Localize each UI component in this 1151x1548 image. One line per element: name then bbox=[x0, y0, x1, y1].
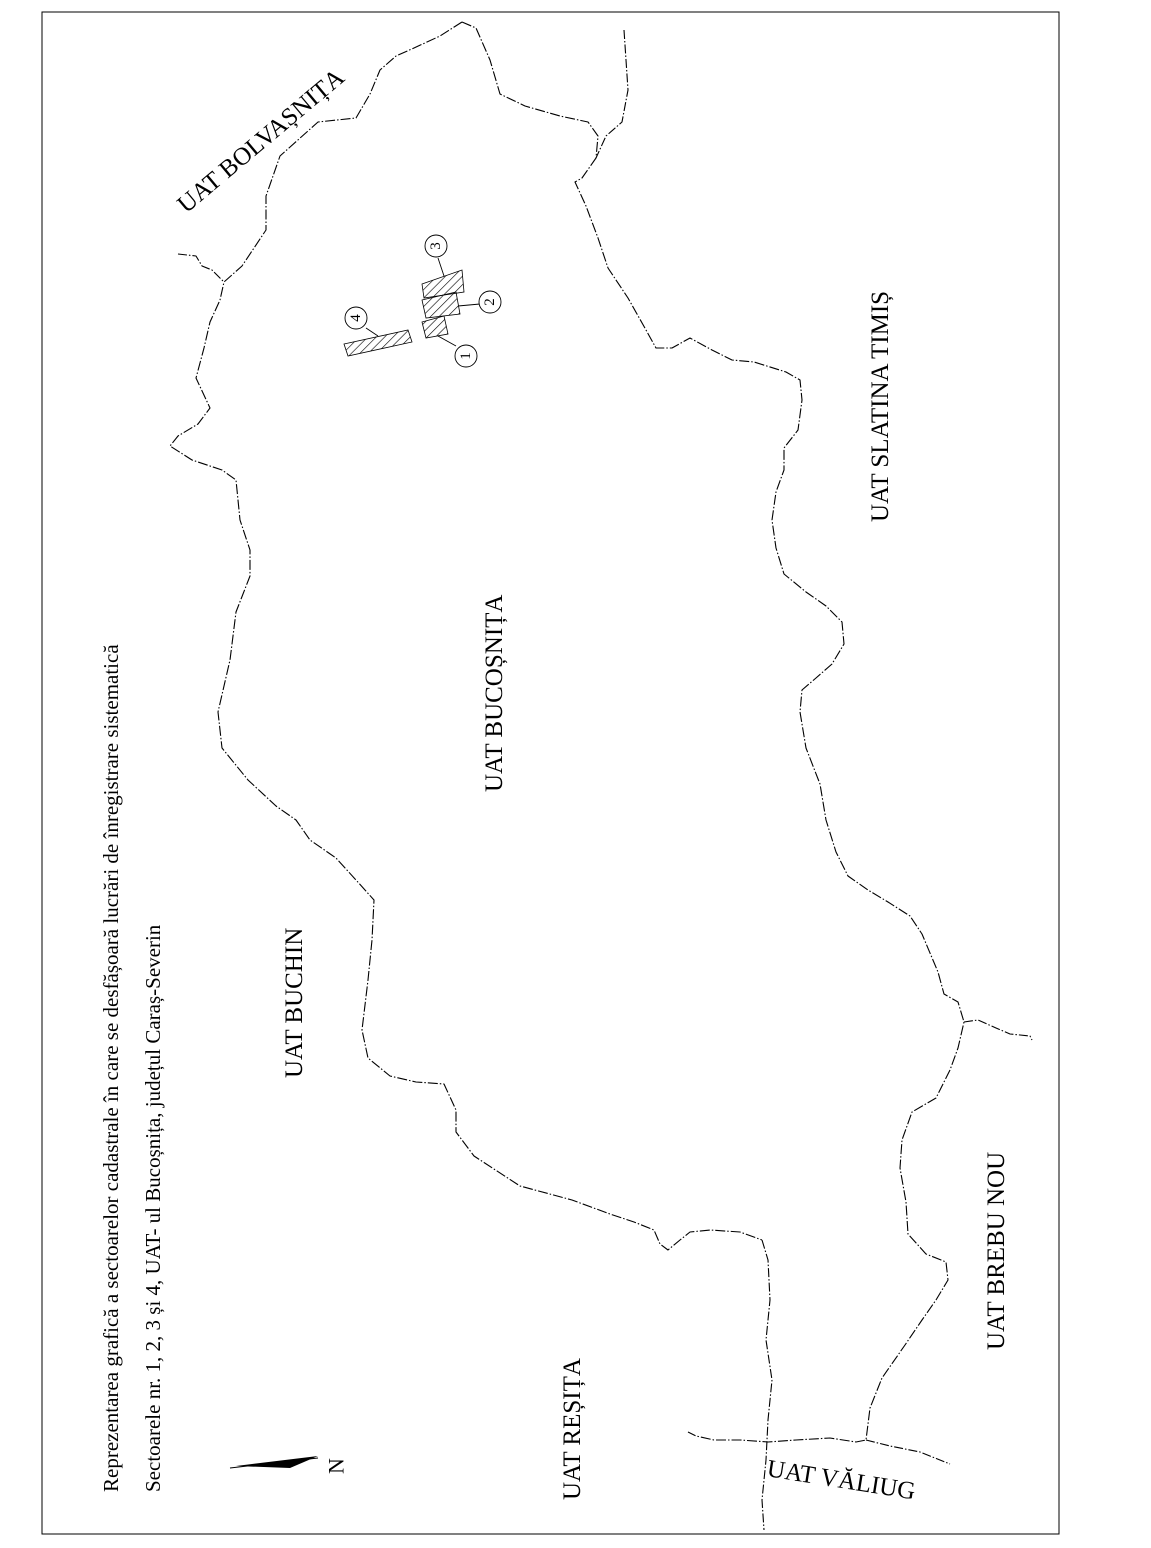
sector-marker-3 bbox=[425, 235, 447, 257]
boundary-resita-valiug bbox=[762, 1240, 772, 1530]
map-title-line-1: Reprezentarea grafică a sectoarelor cadastrale în care se desfășoară lucrări de înregistrare sistematică bbox=[99, 644, 123, 1492]
sector-1-leader bbox=[438, 336, 456, 346]
svg-text:4: 4 bbox=[348, 314, 364, 322]
label-uat-buchin: UAT BUCHIN bbox=[281, 927, 308, 1078]
label-uat-slatina-timis: UAT SLATINA TIMIȘ bbox=[867, 290, 894, 522]
boundary-slatina-brebu bbox=[964, 1020, 1032, 1040]
sector-3-leader bbox=[438, 258, 444, 276]
north-label: N bbox=[323, 1458, 349, 1474]
sector-marker-1 bbox=[455, 345, 477, 367]
label-uat-bolvasnita: UAT BOLVAȘNIȚA bbox=[172, 63, 350, 219]
boundary-bolvasnita-slatina bbox=[596, 30, 628, 158]
sector-marker-4 bbox=[345, 307, 367, 329]
svg-text:1: 1 bbox=[458, 352, 474, 360]
svg-text:2: 2 bbox=[482, 298, 498, 306]
svg-text:3: 3 bbox=[428, 242, 444, 250]
label-uat-resita: UAT REȘIȚA bbox=[559, 1358, 586, 1500]
label-uat-valiug: UAT VĂLIUG bbox=[765, 1455, 918, 1506]
label-uat-brebu-nou: UAT BREBU NOU bbox=[983, 1151, 1010, 1350]
label-uat-bucosnita: UAT BUCOȘNIȚA bbox=[481, 594, 508, 792]
sector-4-area bbox=[344, 330, 412, 356]
sector-2-leader bbox=[458, 304, 480, 306]
sector-1-area bbox=[422, 316, 448, 338]
boundary-uat-bucosnita bbox=[462, 22, 964, 1442]
boundary-valiug-brebu bbox=[866, 1440, 950, 1464]
boundary-west bbox=[170, 22, 762, 1250]
sector-4-leader bbox=[366, 328, 378, 336]
map-title-line-2: Sectoarele nr. 1, 2, 3 și 4, UAT- ul Bucoșnița, județul Caraș-Severin bbox=[141, 924, 165, 1492]
map-frame bbox=[42, 12, 1059, 1534]
north-arrow bbox=[230, 1456, 349, 1474]
sector-marker-2 bbox=[479, 291, 501, 313]
boundary-nw-spur bbox=[178, 254, 224, 282]
